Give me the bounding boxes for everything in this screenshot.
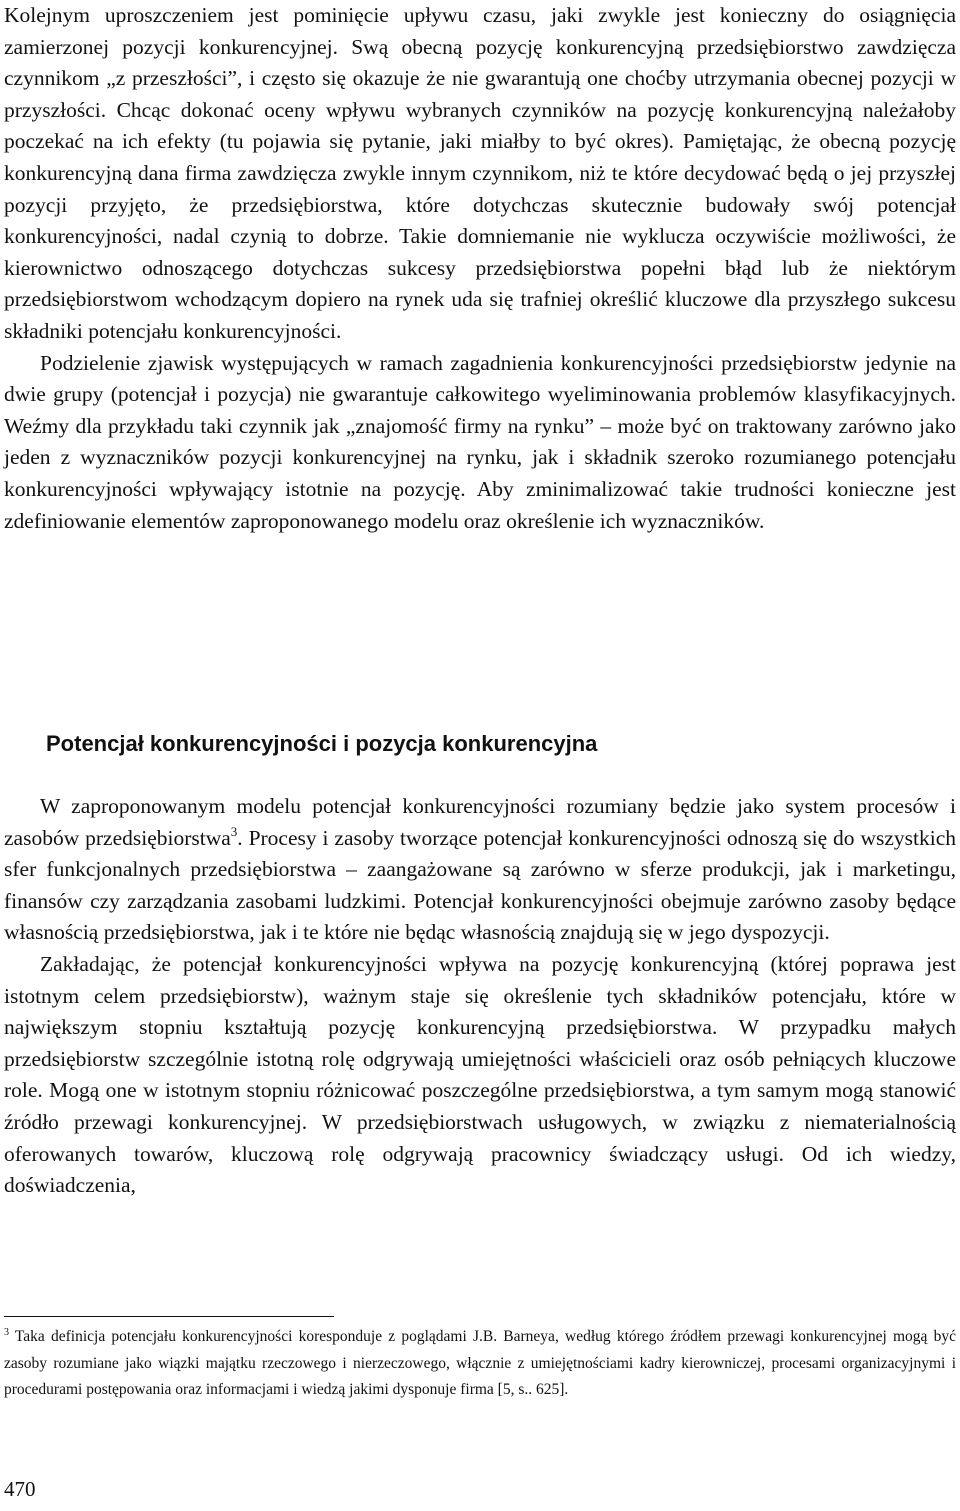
section-heading: Potencjał konkurencyjności i pozycja konkurencyjna — [46, 731, 598, 756]
body-text-bottom — [4, 791, 956, 1202]
footnote-reference: 3 — [230, 823, 238, 839]
footnote — [4, 1324, 956, 1404]
paragraph-potential-definition — [4, 791, 956, 949]
paragraph-potential-text-before: W zaproponowanym modelu potencjał konkurencyjności rozumiany będzie jako system procesów i zasobów przedsiębiorstwa — [4, 794, 956, 850]
page-number: 470 — [4, 1477, 36, 1501]
footnote-divider — [4, 1316, 334, 1317]
footnote-mark: 3 — [4, 1327, 9, 1338]
paragraph-potential-components: Zakładając, że potencjał konkurencyjności wpływa na pozycję konkurencyjną (której poprawa jest istotnym celem przedsiębiorstw), ważnym staje się określenie tych składników potencjału, które w największym stopniu kształtują pozycję konkurencyjną przedsiębiorstwa. W przypadku małych przedsiębiorstw szczególnie istotną rolę odgrywają umiejętności właścicieli oraz osób pełniących kluczowe role. Mogą one w istotnym stopniu różnicować poszczególne przedsiębiorstwa, a tym samym mogą stanowić źródło przewagi konkurencyjnej. W przedsiębiorstwach usługowych, w związku z niematerialnością oferowanych towarów, kluczową rolę odgrywają pracownicy świadczący usługi. Od ich wiedzy, doświadczenia, — [4, 951, 956, 1198]
footnote-text: Taka definicja potencjału konkurencyjności koresponduje z poglądami J.B. Barneya, według którego źródłem przewagi konkurencyjnej mogą być zasoby rozumiane jako wiązki majątku rzeczowego i nierzeczowego, włącznie z umiejętnościami kadry kierowniczej, procesami organizacyjnymi i procedurami postępowania oraz informacjami i wiedzą jakimi dysponuje firma [5, s.. 625]. — [4, 1328, 956, 1398]
paragraph-potential-text-after: . Procesy i zasoby tworzące potencjał konkurencyjności odnoszą się do wszystkich sfer funkcjonalnych przedsiębiorstwa – zaangażowane są zarówno w sferze produkcji, jak i marketingu, finansów czy zarządzania zasobami ludzkimi. Potencjał konkurencyjności obejmuje zarówno zasoby będące własnością przedsiębiorstwa, jak i te które nie będąc własnością znajdują się w jego dyspozycji. — [4, 825, 956, 945]
paragraph-classification-problems: Podzielenie zjawisk występujących w ramach zagadnienia konkurencyjności przedsiębiorstw jedynie na dwie grupy (potencjał i pozycja) nie gwarantuje całkowitego wyeliminowania problemów klasyfikacyjnych. Weźmy dla przykładu taki czynnik jak „znajomość firmy na rynku” – może być on traktowany zarówno jako jeden z wyznaczników pozycji konkurencyjnej na rynku, jak i składnik szeroko rozumianego potencjału konkurencyjności wpływający istotnie na pozycję. Aby zminimalizować takie trudności konieczne jest zdefiniowanie elementów zaproponowanego modelu oraz określenie ich wyznaczników. — [4, 350, 956, 533]
paragraph-time-simplification: Kolejnym uproszczeniem jest pominięcie upływu czasu, jaki zwykle jest konieczny do osiągnięcia zamierzonej pozycji konkurencyjnej. Swą obecną pozycję konkurencyjną przedsiębiorstwo zawdzięcza czynnikom „z przeszłości”, i często się okazuje że nie gwarantują one choćby utrzymania obecnej pozycji w przyszłości. Chcąc dokonać oceny wpływu wybranych czynników na pozycję konkurencyjną należałoby poczekać na ich efekty (tu pojawia się pytanie, jaki miałby to być okres). Pamiętając, że obecną pozycję konkurencyjną dana firma zawdzięcza zwykle innym czynnikom, niż te które decydować będą o jej przyszłej pozycji przyjęto, że przedsiębiorstwa, które dotychczas skutecznie budowały swój potencjał konkurencyjności, nadal czynią to dobrze. Takie domniemanie nie wyklucza oczywiście możliwości, że kierownictwo odnoszącego dotychczas sukcesy przedsiębiorstwa popełni błąd lub że niektórym przedsiębiorstwom wchodzącym dopiero na rynek uda się trafniej określić kluczowe dla przyszłego sukcesu składniki potencjału konkurencyjności. — [4, 3, 956, 343]
body-text-top — [4, 0, 956, 537]
